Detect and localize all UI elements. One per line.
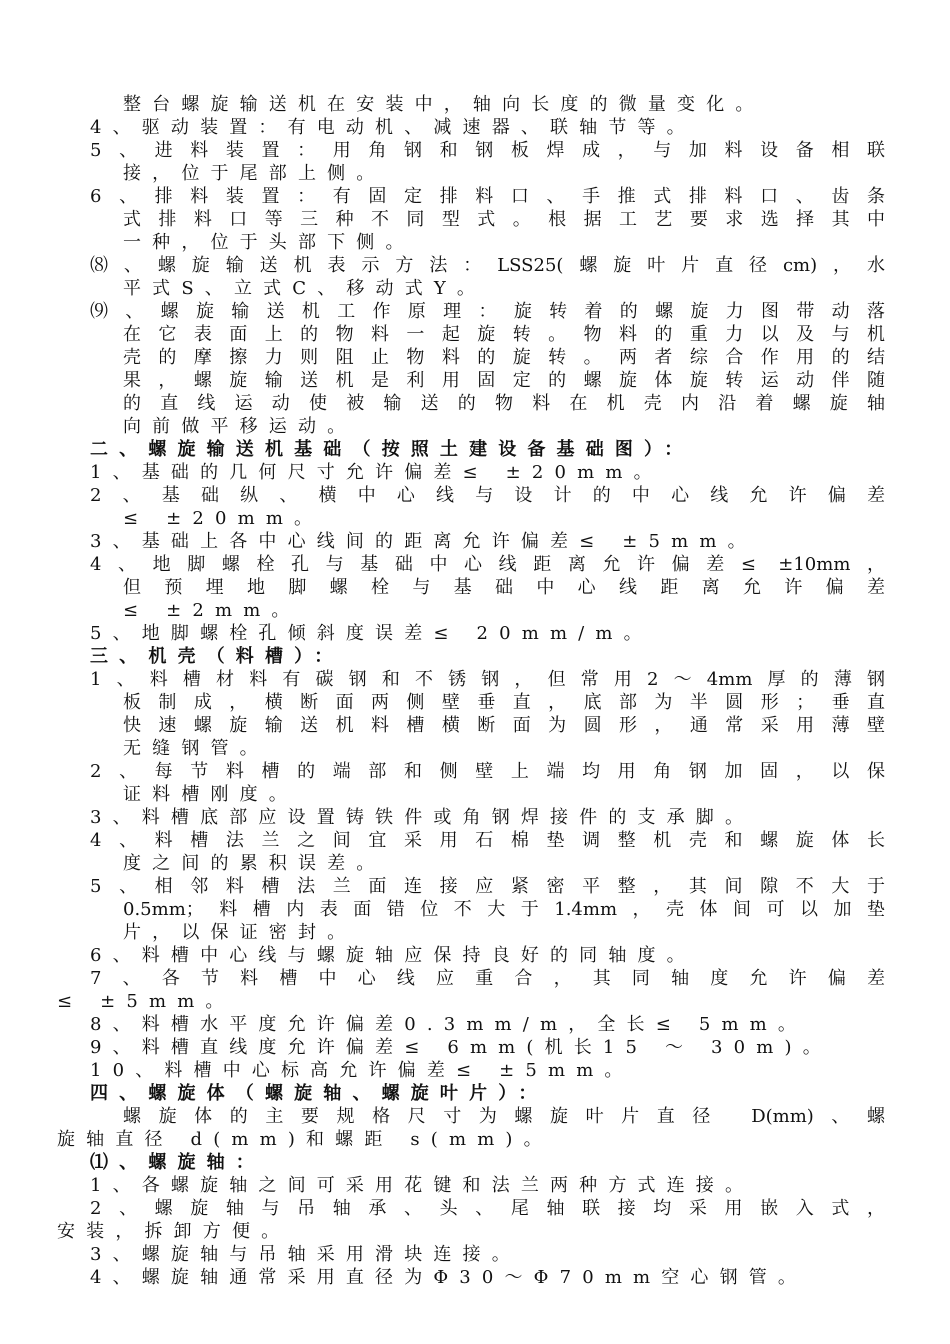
- text-line: 在它表面上的物料一起旋转。物料的重力以及与机: [123, 324, 885, 345]
- text-line: 8、料槽水平度允许偏差0.3mm/m，全长≤ 5mm。: [90, 1014, 808, 1035]
- text-line: 4、螺旋轴通常采用直径为Φ30～Φ70mm空心钢管。: [90, 1267, 808, 1288]
- text-line: ⑼、螺旋输送机工作原理：旋转着的螺旋力图带动落: [90, 301, 885, 322]
- text-line: 2、螺旋轴与吊轴承、头、尾轴联接均采用嵌入式，: [90, 1198, 885, 1219]
- text-line: 1、各螺旋轴之间可采用花键和法兰两种方式连接。: [90, 1175, 755, 1196]
- text-line: 1、料槽材料有碳钢和不锈钢，但常用2～4mm厚的薄钢: [90, 669, 885, 690]
- text-line: 螺旋体的主要规格尺寸为螺旋叶片直径 D(mm)、螺: [123, 1106, 885, 1127]
- text-line: 2、基础纵、横中心线与设计的中心线允许偏差: [90, 485, 885, 506]
- text-line: 但预埋地脚螺栓与基础中心线距离允许偏差: [123, 577, 885, 598]
- section-heading: 四、螺旋体（螺旋轴、螺旋叶片）：: [90, 1083, 548, 1104]
- text-line: 3、基础上各中心线间的距离允许偏差≤ ±5mm。: [90, 531, 757, 552]
- subsection-heading: ⑴、螺旋轴：: [90, 1152, 265, 1173]
- text-line: 旋轴直径 d(mm)和螺距 s(mm)。: [57, 1129, 553, 1150]
- text-line: 5、地脚螺栓孔倾斜度误差≤ 20mm/m。: [90, 623, 653, 644]
- text-line: 整台螺旋输送机在安装中，轴向长度的微量变化。: [123, 94, 765, 115]
- text-line: 9、料槽直线度允许偏差≤ 6mm(机长15 ～ 30m)。: [90, 1037, 832, 1058]
- text-line: 10、料槽中心标高允许偏差≤ ±5mm。: [90, 1060, 634, 1081]
- text-line: 5、相邻料槽法兰面连接应紧密平整，其间隙不大于: [90, 876, 885, 897]
- text-line: 4、驱动装置：有电动机、减速器、联轴节等。: [90, 117, 696, 138]
- text-line: 1、基础的几何尺寸允许偏差≤ ±20mm。: [90, 462, 663, 483]
- text-line: ≤ ±5mm。: [57, 991, 235, 1012]
- text-line: 一种，位于头部下侧。: [123, 232, 415, 253]
- text-line: 4、料槽法兰之间宜采用石棉垫调整机壳和螺旋体长: [90, 830, 885, 851]
- text-line: ≤ ±2mm。: [123, 600, 301, 621]
- text-line: 0.5mm；料槽内表面错位不大于1.4mm，壳体间可以加垫: [123, 899, 885, 920]
- text-line: 式排料口等三种不同型式。根据工艺要求选择其中: [123, 209, 885, 230]
- text-line: 6、排料装置：有固定排料口、手推式排料口、齿条: [90, 186, 885, 207]
- text-line: 快速螺旋输送机料槽横断面为圆形，通常采用薄壁: [123, 715, 885, 736]
- text-line: ≤ ±20mm。: [123, 508, 324, 529]
- text-line: 7、各节料槽中心线应重合，其同轴度允许偏差: [90, 968, 885, 989]
- text-line: 3、料槽底部应设置铸铁件或角钢焊接件的支承脚。: [90, 807, 755, 828]
- text-line: 果，螺旋输送机是利用固定的螺旋体旋转运动伴随: [123, 370, 885, 391]
- text-line: 平式S、立式C、移动式Y。: [123, 278, 487, 299]
- section-heading: 三、机壳（料槽）：: [90, 646, 344, 667]
- text-line: ⑻、螺旋输送机表示方法：LSS25(螺旋叶片直径cm)，水: [90, 255, 885, 276]
- text-line: 安装，拆卸方便。: [57, 1221, 291, 1242]
- text-line: 无缝钢管。: [123, 738, 269, 759]
- text-line: 3、螺旋轴与吊轴采用滑块连接。: [90, 1244, 521, 1265]
- text-line: 板制成，横断面两侧壁垂直，底部为半圆形；垂直: [123, 692, 885, 713]
- section-heading: 二、螺旋输送机基础（按照土建设备基础图）：: [90, 439, 694, 460]
- text-line: 度之间的累积误差。: [123, 853, 386, 874]
- text-line: 的直线运动使被输送的物料在机壳内沿着螺旋轴: [123, 393, 885, 414]
- text-line: 证料槽刚度。: [123, 784, 298, 805]
- text-line: 接，位于尾部上侧。: [123, 163, 386, 184]
- text-line: 4、地脚螺栓孔与基础中心线距离允许偏差≤ ±10mm，: [90, 554, 885, 575]
- text-line: 6、料槽中心线与螺旋轴应保持良好的同轴度。: [90, 945, 696, 966]
- text-line: 2、每节料槽的端部和侧壁上端均用角钢加固，以保: [90, 761, 885, 782]
- text-line: 壳的摩擦力则阻止物料的旋转。两者综合作用的结: [123, 347, 885, 368]
- text-line: 向前做平移运动。: [123, 416, 357, 437]
- text-line: 5、进料装置：用角钢和钢板焊成，与加料设备相联: [90, 140, 885, 161]
- text-line: 片，以保证密封。: [123, 922, 357, 943]
